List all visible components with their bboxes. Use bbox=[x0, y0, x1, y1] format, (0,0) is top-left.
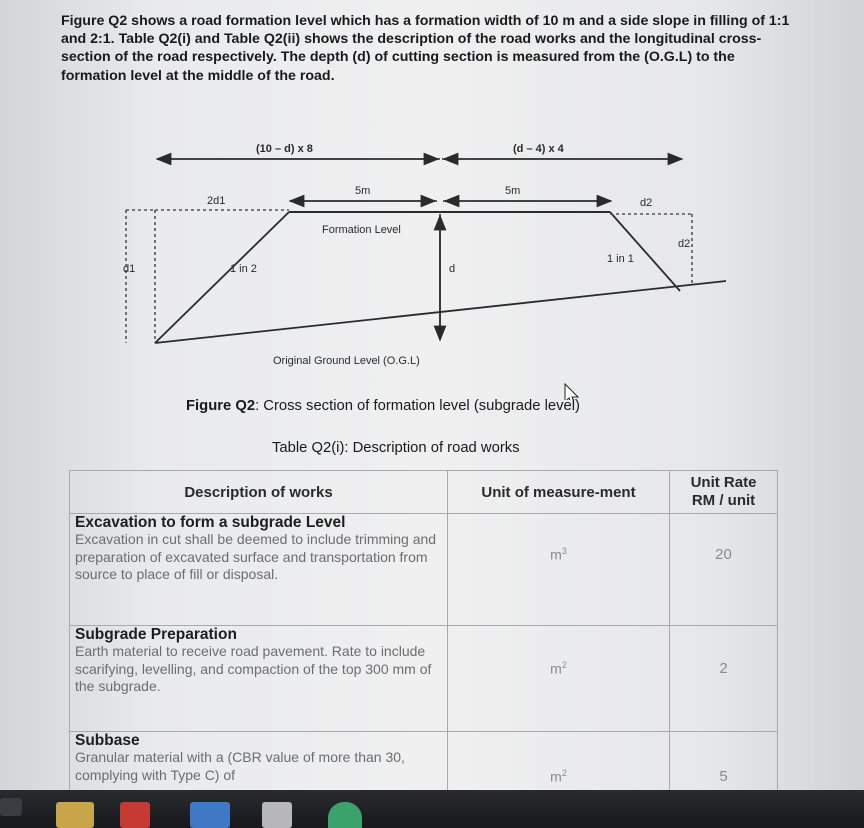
intro-table2-ref: Table Q2(ii) bbox=[223, 31, 301, 48]
search-icon[interactable] bbox=[0, 798, 22, 816]
unit-cell bbox=[448, 626, 670, 732]
table-row bbox=[70, 514, 778, 626]
table-caption-text: : Description of road works bbox=[344, 440, 520, 456]
unit-base: m bbox=[550, 660, 562, 677]
table-row bbox=[70, 732, 778, 791]
label-2d1: 2d1 bbox=[207, 195, 226, 207]
unit-cell bbox=[448, 732, 670, 791]
unit-cell bbox=[448, 514, 670, 626]
work-description: Granular material with a (CBR value of more than 30, complying with Type C) of bbox=[75, 749, 405, 783]
work-description: Earth material to receive road pavement. Rate to include scarifying, levelling, and compaction of the top 300 mm of the subgrade. bbox=[75, 643, 432, 694]
table-row bbox=[70, 626, 778, 732]
label-d2-side: d2 bbox=[678, 238, 691, 250]
header-rate-line1: Unit Rate bbox=[690, 474, 757, 491]
figure-caption-text: : Cross section of formation level (subgrade level) bbox=[255, 398, 580, 414]
header-description: Description of works bbox=[70, 471, 448, 514]
label-d: d bbox=[449, 263, 456, 275]
rate-cell: 2 bbox=[670, 626, 778, 732]
intro-text-3: shows the description of the road works and the longitudinal cross-section of the road respectively. The depth (d) of cutting section is measured from the (O.G.L) to the formation level at the middle of the road. bbox=[61, 31, 762, 84]
dashed-guides bbox=[126, 210, 692, 343]
taskbar bbox=[0, 790, 864, 828]
label-1in2: 1 in 2 bbox=[230, 263, 257, 275]
work-title: Excavation to form a subgrade Level bbox=[75, 514, 346, 531]
cut-slope bbox=[610, 212, 680, 291]
unit-base: m bbox=[550, 546, 562, 563]
table-caption-label: Table Q2(i) bbox=[272, 440, 345, 456]
rate-cell: 5 bbox=[670, 732, 778, 791]
folder-icon[interactable] bbox=[56, 802, 94, 828]
work-title: Subgrade Preparation bbox=[75, 626, 237, 643]
label-1in1: 1 in 1 bbox=[607, 253, 634, 265]
dim-label-right: (d – 4) x 4 bbox=[513, 143, 564, 155]
unit-exp: 2 bbox=[561, 660, 567, 671]
rate-cell: 20 bbox=[670, 514, 778, 626]
unit-exp: 3 bbox=[561, 546, 567, 557]
label-d1: d1 bbox=[123, 263, 136, 275]
header-rate-line2: RM / unit bbox=[691, 492, 756, 509]
figure-caption bbox=[186, 398, 580, 414]
figure-caption-label: Figure Q2 bbox=[186, 398, 256, 414]
label-5m-right: 5m bbox=[505, 185, 521, 197]
app-icon[interactable] bbox=[262, 802, 292, 828]
label-ogl: Original Ground Level (O.G.L) bbox=[273, 355, 420, 367]
intro-text-1: shows a road formation level which has a formation width of 10 m and a side slope in filling of 1:1 and 2:1. bbox=[61, 13, 790, 48]
store-icon[interactable] bbox=[120, 802, 150, 828]
header-rate bbox=[670, 471, 778, 514]
label-formation-level: Formation Level bbox=[322, 224, 401, 236]
work-description: Excavation in cut shall be deemed to include trimming and preparation of excavated surface and transportation from source to place of fill or disposal. bbox=[75, 531, 437, 582]
label-d2-top: d2 bbox=[640, 197, 653, 209]
dim-label-left: (10 – d) x 8 bbox=[256, 143, 313, 155]
work-cell bbox=[70, 626, 448, 732]
unit-base: m bbox=[550, 768, 562, 785]
fill-slope bbox=[155, 212, 289, 343]
header-unit: Unit of measure-ment bbox=[448, 471, 670, 514]
edge-icon[interactable] bbox=[328, 802, 362, 828]
work-title: Subbase bbox=[75, 732, 140, 749]
road-works-table bbox=[69, 470, 778, 790]
cross-section-diagram bbox=[0, 0, 864, 400]
work-cell bbox=[70, 514, 448, 626]
work-cell bbox=[70, 732, 448, 791]
unit-exp: 2 bbox=[561, 768, 567, 779]
table-caption bbox=[272, 440, 520, 456]
mail-icon[interactable] bbox=[190, 802, 230, 828]
intro-figure-ref: Figure Q2 bbox=[61, 13, 128, 29]
table-header-row bbox=[70, 471, 778, 514]
intro-text-2: and bbox=[190, 31, 224, 48]
intro-table1-ref: Table Q2(i) bbox=[118, 31, 191, 48]
label-5m-left: 5m bbox=[355, 185, 371, 197]
